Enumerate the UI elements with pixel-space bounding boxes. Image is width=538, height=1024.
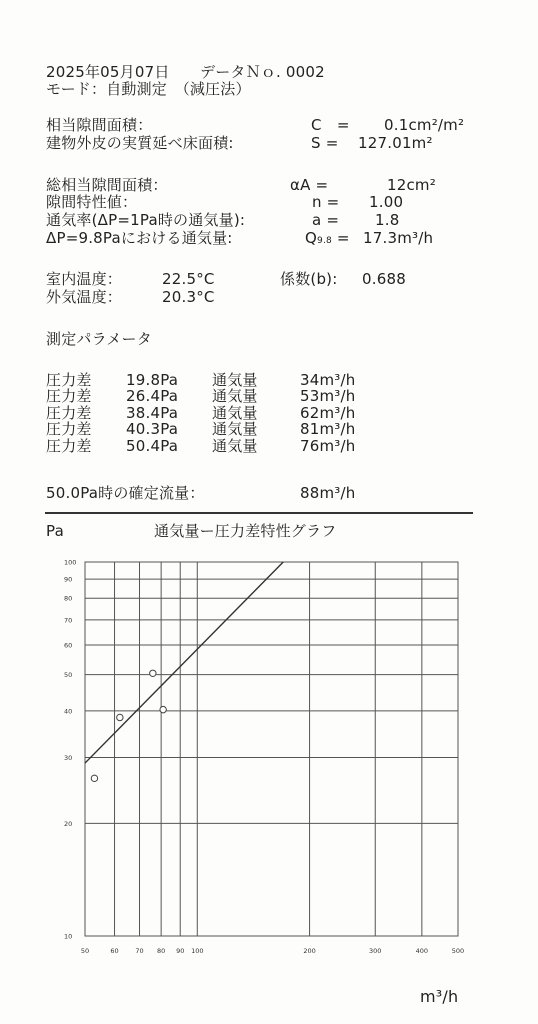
- measurement-mode: モード：自動測定 （減圧法）: [46, 80, 251, 98]
- x-tick-label: 100: [191, 947, 204, 955]
- parameters-title: 測定パラメータ: [46, 330, 152, 348]
- param-airflow-label: 通気量: [212, 437, 258, 455]
- a-symbol: a =: [312, 211, 340, 229]
- param-pressure-label: 圧力差: [46, 437, 92, 455]
- s-symbol: S =: [311, 134, 339, 152]
- report-date: 2025年05月07日: [46, 63, 170, 81]
- s-value: 127.01m²: [358, 134, 433, 152]
- x-tick-label: 80: [156, 947, 166, 955]
- x-tick-label: 300: [369, 947, 382, 955]
- y-tick-label: 70: [64, 616, 73, 625]
- param-airflow-value: 62m³/h: [300, 404, 356, 422]
- param-airflow-value: 81m³/h: [300, 420, 356, 438]
- plot-frame: [85, 562, 458, 936]
- data-point: [160, 706, 166, 712]
- y-tick-label: 90: [64, 575, 73, 584]
- x-tick-label: 200: [303, 947, 316, 955]
- outdoor-temp-value: 20.3°C: [162, 288, 215, 306]
- fit-line: [85, 562, 283, 763]
- chart-y-unit: Pa: [46, 522, 64, 540]
- param-pressure-value: 26.4Pa: [126, 387, 179, 405]
- airflow-at-9-8pa-label: ΔP=9.8Paにおける通気量:: [46, 229, 233, 247]
- y-tick-label: 20: [64, 819, 73, 828]
- equivalent-gap-area-label: 相当隙間面積：: [46, 116, 153, 134]
- y-tick-label: 50: [64, 671, 73, 680]
- q-symbol: Q9.8 =: [305, 229, 350, 247]
- param-pressure-value: 19.8Pa: [126, 371, 179, 389]
- param-pressure-label: 圧力差: [46, 371, 92, 389]
- alpha-a-symbol: αA =: [290, 176, 329, 194]
- y-tick-label: 40: [64, 707, 73, 716]
- section-divider: [45, 512, 473, 514]
- data-point: [117, 714, 123, 720]
- n-value: 1.00: [369, 193, 404, 211]
- chart-title: 通気量ー圧力差特性グラフ: [154, 522, 337, 540]
- param-pressure-label: 圧力差: [46, 404, 92, 422]
- floor-area-label: 建物外皮の実質延べ床面積:: [46, 134, 234, 152]
- indoor-temp-value: 22.5°C: [162, 270, 215, 288]
- total-gap-area-label: 総相当隙間面積：: [46, 176, 168, 194]
- coefficient-label: 係数(b):: [280, 270, 338, 288]
- chart-x-unit: m³/h: [420, 987, 459, 1006]
- param-airflow-value: 53m³/h: [300, 387, 356, 405]
- x-tick-label: 70: [135, 947, 144, 955]
- c-symbol: C =: [311, 116, 350, 134]
- data-point: [91, 775, 97, 781]
- ventilation-rate-label: 通気率(ΔP=1Pa時の通気量):: [46, 211, 246, 229]
- q-value: 17.3m³/h: [363, 229, 434, 247]
- param-airflow-label: 通気量: [212, 371, 258, 389]
- param-pressure-value: 38.4Pa: [126, 404, 179, 422]
- y-tick-label: 80: [64, 594, 73, 603]
- param-pressure-label: 圧力差: [46, 420, 92, 438]
- gap-characteristic-label: 隙間特性値：: [46, 193, 138, 211]
- y-tick-label: 60: [64, 641, 73, 650]
- param-pressure-value: 50.4Pa: [126, 437, 179, 455]
- param-airflow-value: 76m³/h: [300, 437, 356, 455]
- param-airflow-label: 通気量: [212, 404, 258, 422]
- confirmed-flow-value: 88m³/h: [300, 484, 356, 502]
- x-tick-label: 400: [415, 947, 429, 955]
- param-pressure-label: 圧力差: [46, 387, 92, 405]
- x-tick-label: 90: [176, 947, 185, 955]
- alpha-a-value: 12cm²: [387, 176, 436, 194]
- param-airflow-value: 34m³/h: [300, 371, 356, 389]
- y-tick-label: 30: [64, 754, 73, 763]
- x-tick-label: 500: [451, 947, 465, 955]
- x-tick-label: 50: [80, 947, 90, 955]
- y-tick-label: 10: [64, 932, 73, 941]
- outdoor-temp-label: 外気温度：: [46, 288, 123, 306]
- q-subscript: 9.8: [317, 236, 332, 246]
- a-value: 1.8: [375, 211, 400, 229]
- indoor-temp-label: 室内温度：: [46, 270, 123, 288]
- param-airflow-label: 通気量: [212, 387, 258, 405]
- x-tick-label: 60: [110, 947, 119, 955]
- param-airflow-label: 通気量: [212, 420, 258, 438]
- c-value: 0.1cm²/m²: [384, 116, 465, 134]
- param-pressure-value: 40.3Pa: [126, 420, 179, 438]
- y-tick-label: 100: [64, 558, 77, 567]
- data-point: [150, 670, 156, 676]
- coefficient-value: 0.688: [362, 270, 406, 288]
- data-number: データＮｏ. 0002: [200, 63, 325, 81]
- confirmed-flow-label: 50.0Pa時の確定流量：: [46, 484, 205, 502]
- n-symbol: n =: [312, 193, 340, 211]
